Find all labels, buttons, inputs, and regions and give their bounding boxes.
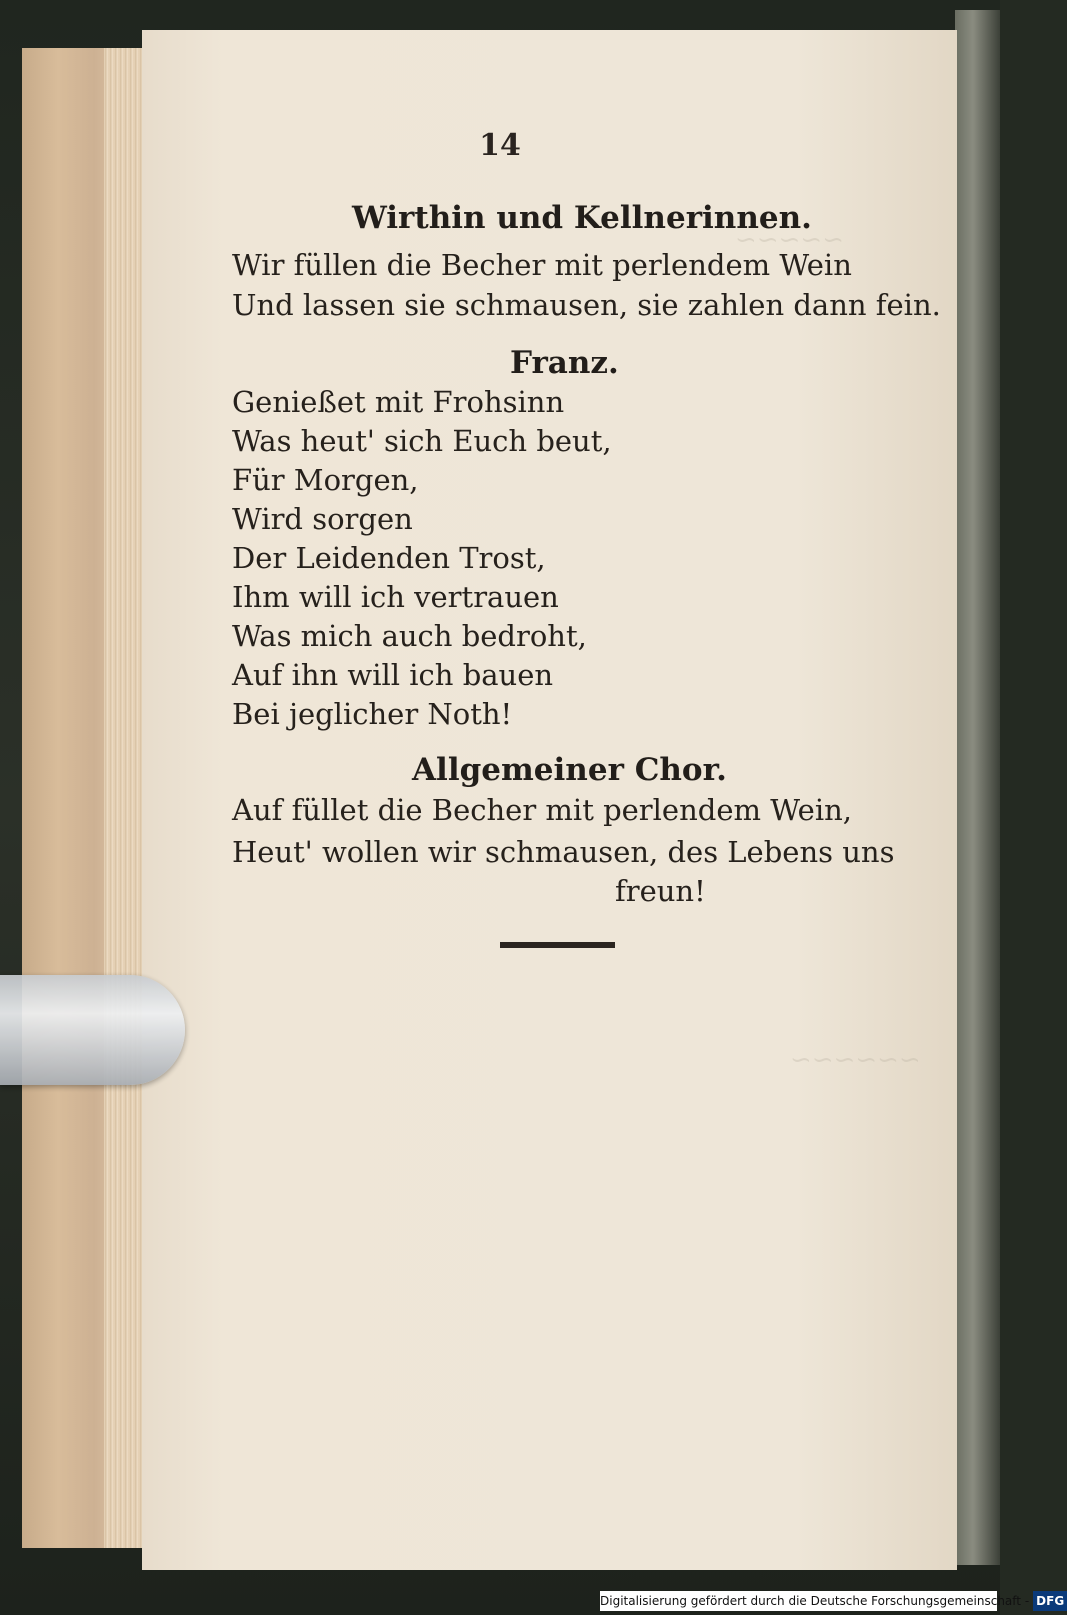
verse-line: Wird sorgen: [232, 502, 413, 536]
page-number: 14: [479, 128, 521, 163]
book-right-edge: [955, 10, 1000, 1565]
dfg-logo: DFG: [1033, 1591, 1067, 1611]
show-through-text: ~~~~~: [735, 225, 844, 255]
page-stack: [104, 48, 146, 1548]
verse-line: Auf füllet die Becher mit perlendem Wein,: [232, 793, 852, 827]
verse-line: Für Morgen,: [232, 463, 419, 497]
verse-line: Und lassen sie schmausen, sie zahlen dann fein.: [232, 288, 941, 322]
verse-line: Genießet mit Frohsinn: [232, 385, 565, 419]
verse-line: Wir füllen die Becher mit perlendem Wein: [232, 248, 852, 282]
end-rule: [500, 942, 615, 948]
footer-text: Digitalisierung gefördert durch die Deutsche Forschungsgemeinschaft -: [600, 1594, 1030, 1608]
section-heading: Wirthin und Kellnerinnen.: [352, 200, 812, 236]
verse-line: Der Leidenden Trost,: [232, 541, 546, 575]
verse-line: Was mich auch bedroht,: [232, 619, 587, 653]
show-through-text: ~~~~~~: [790, 1045, 921, 1075]
verse-line: Heut' wollen wir schmausen, des Lebens uns: [232, 835, 895, 869]
section-heading: Franz.: [510, 345, 619, 381]
verse-line: Was heut' sich Euch beut,: [232, 424, 612, 458]
verse-line: freun!: [615, 874, 706, 908]
verse-line: Ihm will ich vertrauen: [232, 580, 559, 614]
footer-credit: [600, 1591, 1065, 1611]
verse-line: Auf ihn will ich bauen: [232, 658, 554, 692]
page-clip: [0, 975, 185, 1085]
verse-line: Bei jeglicher Noth!: [232, 697, 513, 731]
section-heading: Allgemeiner Chor.: [412, 752, 727, 788]
